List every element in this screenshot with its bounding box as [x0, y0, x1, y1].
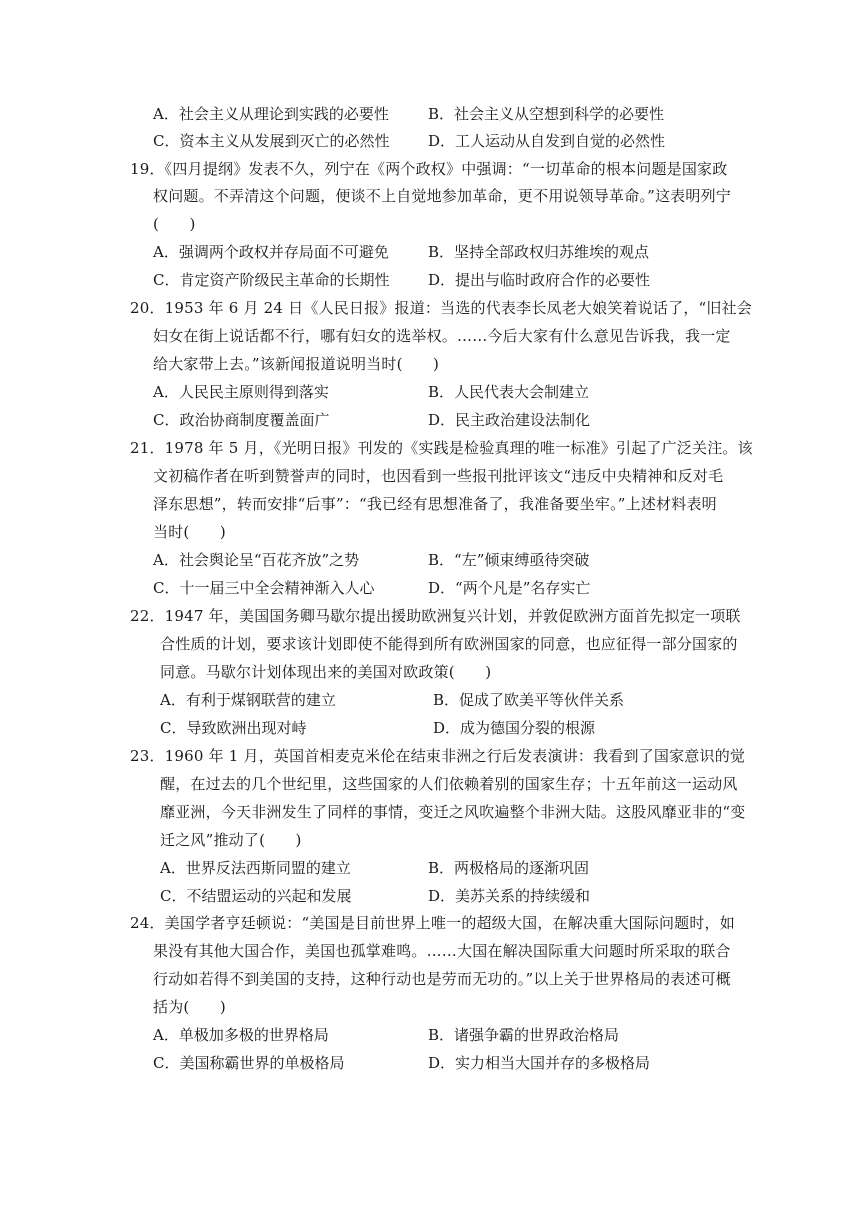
q18-option-c: C．资本主义从发展到灭亡的必然性 [153, 132, 390, 150]
q20-option-a: A．人民民主原则得到落实 [153, 383, 329, 401]
q21-option-d: D．“两个凡是”名存实亡 [428, 579, 591, 597]
q19-option-d: D．提出与临时政府合作的必要性 [428, 271, 651, 289]
q24-stem-line-4: 括为( ) [153, 998, 226, 1016]
q23-option-a: A．世界反法西斯同盟的建立 [160, 859, 351, 877]
q22-stem-line-2: 合性质的计划，要求该计划即使不能得到所有欧洲国家的同意，也应征得一部分国家的 [160, 635, 738, 653]
q20-stem-line-1: 20．1953 年 6 月 24 日《人民日报》报道：当选的代表李长凤老大娘笑着说话了，“旧社会 [130, 299, 753, 317]
q19-option-b: B．坚持全部政权归苏维埃的观点 [428, 243, 650, 261]
q20-stem-line-2: 妇女在街上说话都不行，哪有妇女的选举权。……今后大家有什么意见告诉我，我一定 [153, 327, 731, 345]
q23-stem-line-3: 靡亚洲，今天非洲发生了同样的事情，变迁之风吹遍整个非洲大陆。这股风靡亚非的“变 [160, 803, 746, 821]
q20-stem-line-3: 给大家带上去。”该新闻报道说明当时( ) [153, 355, 440, 373]
q21-option-a: A．社会舆论呈“百花齐放”之势 [153, 551, 360, 569]
q23-stem-line-1: 23．1960 年 1 月，英国首相麦克米伦在结束非洲之行后发表演讲：我看到了国家意识的觉 [130, 747, 746, 765]
q21-option-c: C．十一届三中全会精神渐入人心 [153, 579, 375, 597]
q20-option-b: B．人民代表大会制建立 [428, 383, 590, 401]
q22-option-b: B．促成了欧美平等伙伴关系 [433, 691, 625, 709]
q19-stem-line-2: 权问题。不弄清这个问题，便谈不上自觉地参加革命，更不用说领导革命。”这表明列宁 [153, 187, 731, 205]
q22-option-c: C．导致欧洲出现对峙 [160, 719, 307, 737]
q23-option-c: C．不结盟运动的兴起和发展 [160, 887, 352, 905]
q24-option-a: A．单极加多极的世界格局 [153, 1026, 329, 1044]
q19-option-a: A．强调两个政权并存局面不可避免 [153, 243, 389, 261]
q22-option-d: D．成为德国分裂的根源 [433, 719, 596, 737]
q24-stem-line-1: 24．美国学者亨廷顿说：“美国是目前世界上唯一的超级大国，在解决重大国际问题时，如 [130, 914, 735, 932]
q24-option-c: C．美国称霸世界的单极格局 [153, 1054, 345, 1072]
q24-stem-line-3: 行动如若得不到美国的支持，这种行动也是劳而无功的。”以上关于世界格局的表述可概 [153, 970, 731, 988]
q18-option-d: D．工人运动从自发到自觉的必然性 [428, 132, 666, 150]
q24-option-d: D．实力相当大国并存的多极格局 [428, 1054, 651, 1072]
q19-option-c: C．肯定资产阶级民主革命的长期性 [153, 271, 390, 289]
q22-stem-line-3: 同意。马歇尔计划体现出来的美国对欧政策( ) [160, 663, 492, 681]
q23-stem-line-2: 醒，在过去的几个世纪里，这些国家的人们依赖着别的国家生存；十五年前这一运动风 [160, 775, 738, 793]
q22-stem-line-1: 22．1947 年，美国国务卿马歇尔提出援助欧洲复兴计划，并敦促欧洲方面首先拟定一项联 [130, 607, 741, 625]
q21-stem-line-4: 当时( ) [153, 523, 226, 541]
q21-stem-line-2: 文初稿作者在听到赞誉声的同时，也因看到一些报刊批评该文“违反中央精神和反对毛 [153, 467, 724, 485]
q18-option-a: A．社会主义从理论到实践的必要性 [153, 105, 389, 123]
q23-option-d: D．美苏关系的持续缓和 [428, 887, 591, 905]
q24-option-b: B．诸强争霸的世界政治格局 [428, 1026, 620, 1044]
q18-option-b: B．社会主义从空想到科学的必要性 [428, 105, 665, 123]
q23-option-b: B．两极格局的逐渐巩固 [428, 859, 590, 877]
q20-option-c: C．政治协商制度覆盖面广 [153, 411, 330, 429]
q21-stem-line-1: 21．1978 年 5 月，《光明日报》刊发的《实践是检验真理的唯一标准》引起了广泛关注。该 [130, 439, 753, 457]
q23-stem-line-4: 迁之风”推动了( ) [160, 831, 302, 849]
q19-stem-line-3: ( ) [153, 215, 196, 233]
q22-option-a: A．有利于煤钢联营的建立 [160, 691, 336, 709]
q19-stem-line-1: 19．《四月提纲》发表不久，列宁在《两个政权》中强调：“一切革命的根本问题是国家政 [130, 160, 728, 178]
q24-stem-line-2: 果没有其他大国合作，美国也孤掌难鸣。……大国在解决国际重大问题时所采取的联合 [153, 942, 731, 960]
q21-option-b: B．“左”倾束缚亟待突破 [428, 551, 590, 569]
q20-option-d: D．民主政治建设法制化 [428, 411, 591, 429]
q21-stem-line-3: 泽东思想”，转而安排“后事”：“我已经有思想准备了，我准备要坐牢。”上述材料表明 [153, 495, 717, 513]
